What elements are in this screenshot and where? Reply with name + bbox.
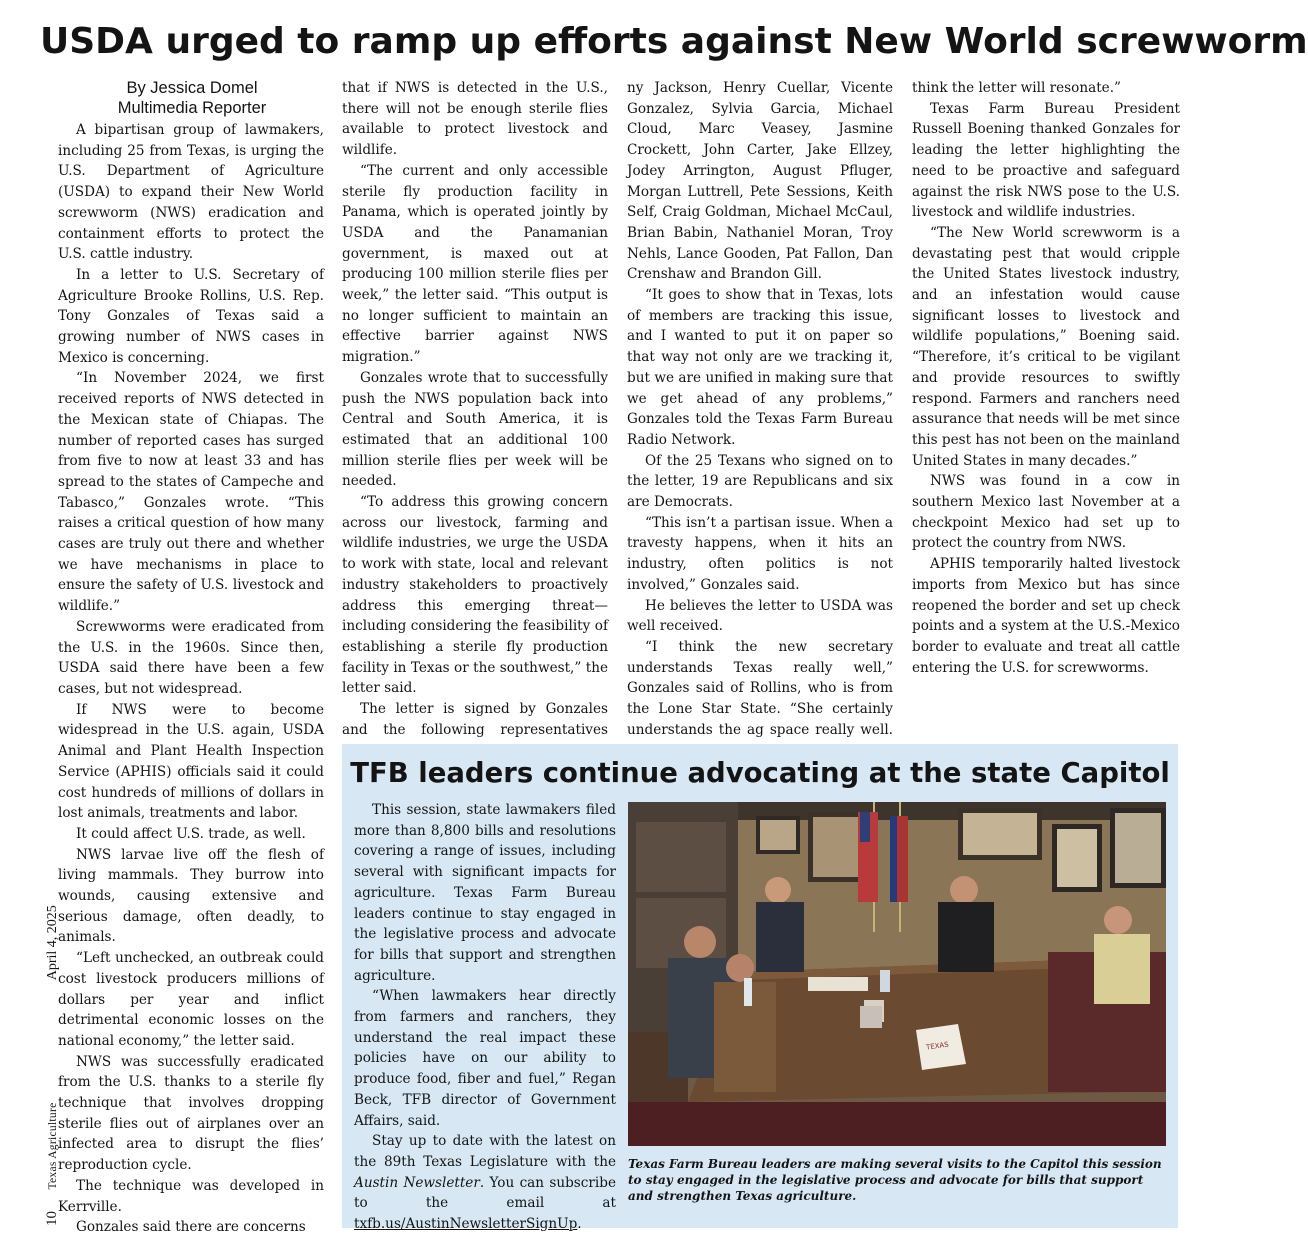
paragraph: In a letter to U.S. Secretary of Agriculture Brooke Rollins, U.S. Rep. Tony Gonzales of Texas said a growing number of NWS cases in Mexico is concerning. [58, 266, 324, 366]
paragraph: “When lawmakers hear directly from farmers and ranchers, they understand the real impact these policies have on our ability to produce food, fiber and fuel,” Regan Beck, TFB director of Government Affairs, said. [354, 988, 616, 1129]
article-column-2 [342, 78, 608, 740]
byline [58, 78, 326, 118]
paragraph: “The current and only accessible sterile fly production facility in Panama, which is operated jointly by USDA and the Panamanian government, is maxed out at producing 100 million sterile flies per week,” the letter said. “This output is no longer sufficient to maintain an effective barrier against NWS migration.” [342, 162, 608, 366]
paragraph: NWS larvae live off the flesh of living mammals. They burrow into wounds, causing extensive and serious damage, often deadly, to animals. [58, 846, 324, 946]
paragraph: Texas Farm Bureau President Russell Boening thanked Gonzales for leading the letter highlighting the need to be proactive and safeguard against the risk NWS pose to the U.S. livestock and wildlife industries. [912, 100, 1180, 221]
paragraph: “The New World screwworm is a devastating pest that would cripple the United States livestock industry, and an infestation would cause significant losses to livestock and wildlife populations,” Boening said. “Therefore, it’s critical to be vigilant and provide resources to swiftly respond. Farmers and ranchers need assurance that needs will be met since this pest has not been on the mainland United States in many decades.” [912, 224, 1180, 469]
paragraph: Of the 25 Texans who signed on to the letter, 19 are Republicans and six are Democrats. [627, 452, 893, 511]
issue-date: April 4, 2025 [45, 905, 60, 981]
paragraph: NWS was successfully eradicated from the U.S. thanks to a sterile fly technique that involves dropping sterile flies out of airplanes over an infected area to disrupt the flies’ reproduction cycle. [58, 1053, 324, 1174]
byline-author: By Jessica Domel [126, 79, 258, 97]
meeting-photo [628, 802, 1166, 1146]
sidebar-box [342, 744, 1178, 1233]
paragraph: “To address this growing concern across our livestock, farming and wildlife industries, we urge the USDA to work with state, local and relevant industry stakeholders to proactively address this emerging threat—including considering the feasibility of establishing a sterile fly production facility in Texas or the southwest,” the letter said. [342, 494, 608, 697]
paragraph: “This isn’t a partisan issue. When a travesty happens, when it hits an industry, often politics is not involved,” Gonzales said. [627, 514, 893, 593]
article-column-4 [912, 78, 1180, 740]
sidebar-title: TFB leaders continue advocating at the state Capitol [350, 757, 1170, 789]
byline-title: Multimedia Reporter [117, 99, 267, 117]
paragraph: NWS was found in a cow in southern Mexico last November at a checkpoint Mexico had set up to protect the country from NWS. [912, 473, 1180, 552]
sidebar-text [354, 800, 616, 1233]
paragraph: Gonzales wrote that to successfully push the NWS population back into Central and South America, it is estimated that an additional 100 million sterile flies per week will be needed. [342, 369, 608, 490]
article-column-3 [627, 78, 893, 740]
paragraph: “I think the new secretary understands Texas really well,” Gonzales said of Rollins, who is from the Lone Star State. “She certainly understands the ag space really well. [627, 638, 893, 738]
paragraph: Gonzales said there are concerns [76, 1219, 306, 1236]
paragraph: APHIS temporarily halted livestock imports from Mexico but has since reopened the border and set up check points and a system at the U.S.-Mexico border to evaluate and treat all cattle entering the U.S. for screwworms. [912, 556, 1180, 676]
paragraph-continued: think the letter will resonate.” [912, 80, 1121, 96]
page-number: 10 [44, 1211, 60, 1226]
paragraph-continued: that if NWS is detected in the U.S., there will not be enough sterile flies available to protect livestock and wildlife. [342, 80, 608, 159]
paragraph: Stay up to date with the latest on the 89th Texas Legislature with the Austin Newsletter. You can subscribe to the email at txfb.us/AustinNewsletterSignUp. [354, 1133, 616, 1233]
newsletter-signup-link[interactable]: txfb.us/AustinNewsletterSignUp [354, 1216, 578, 1233]
paragraph: This session, state lawmakers filed more than 8,800 bills and resolutions covering a range of issues, including several with significant impacts for agriculture. Texas Farm Bureau leaders continue to stay engaged in the legislative process and advocate for bills that support and strengthen agriculture. [354, 802, 616, 984]
paragraph: It could affect U.S. trade, as well. [76, 825, 306, 842]
paragraph: “Left unchecked, an outbreak could cost livestock producers millions of dollars per year and inflict detrimental economic losses on the national economy,” the letter said. [58, 950, 324, 1049]
paragraph: “It goes to show that in Texas, lots of members are tracking this issue, and I wanted to put it on paper so that way not only are we tracking it, but we are unified in making sure that we get ahead of any problems,” Gonzales told the Texas Farm Bureau Radio Network. [627, 287, 893, 448]
paragraph: Screwworms were eradicated from the U.S. in the 1960s. Since then, USDA said there have been a few cases, but not widespread. [58, 618, 324, 697]
headline: USDA urged to ramp up efforts against New World screwworm [40, 21, 1308, 62]
paragraph: He believes the letter to USDA was well received. [627, 597, 893, 635]
paragraph: If NWS were to become widespread in the U.S. again, USDA Animal and Plant Health Inspection Service (APHIS) officials said it could cost hundreds of millions of dollars in lost animals, treatments and labor. [58, 701, 324, 822]
publication-name: Texas Agriculture [47, 1102, 59, 1190]
page-folio [44, 905, 61, 1226]
paragraph: “In November 2024, we first received reports of NWS detected in the Mexican state of Chiapas. The number of reported cases has surged from five to now at least 33 and has spread to the states of Campeche and Tabasco,” Gonzales wrote. “This raises a critical question of how many cases are truly out there and whether we have mechanisms in place to ensure the safety of U.S. livestock and wildlife.” [58, 370, 324, 615]
paragraph-continued: ny Jackson, Henry Cuellar, Vicente Gonzalez, Sylvia Garcia, Michael Cloud, Marc Veasey, Jasmine Crockett, John Carter, Jake Ellzey, Jodey Arrington, August Pfluger, Morgan Luttrell, Pete Sessions, Keith Self, Craig Goldman, Michael McCaul, Brian Babin, Nathaniel Moran, Troy Nehls, Lance Gooden, Pat Fallon, Dan Crenshaw and Brandon Gill. [627, 80, 893, 283]
newsletter-name: Austin Newsletter [354, 1174, 480, 1191]
paragraph: The technique was developed in Kerrville. [58, 1177, 324, 1215]
article-column-1 [58, 120, 324, 1236]
paragraph: The letter is signed by Gonzales and the following representatives [342, 701, 608, 738]
paragraph: A bipartisan group of lawmakers, including 25 from Texas, is urging the U.S. Department of Agriculture (USDA) to expand their New World screwworm (NWS) eradication and containment efforts to protect the U.S. cattle industry. [58, 122, 324, 263]
photo-caption: Texas Farm Bureau leaders are making several visits to the Capitol this session to stay engaged in the legislative process and advocate for bills that support and strengthen Texas agriculture. [628, 1157, 1162, 1203]
photo-sign-text: TEXAS [925, 1040, 950, 1052]
